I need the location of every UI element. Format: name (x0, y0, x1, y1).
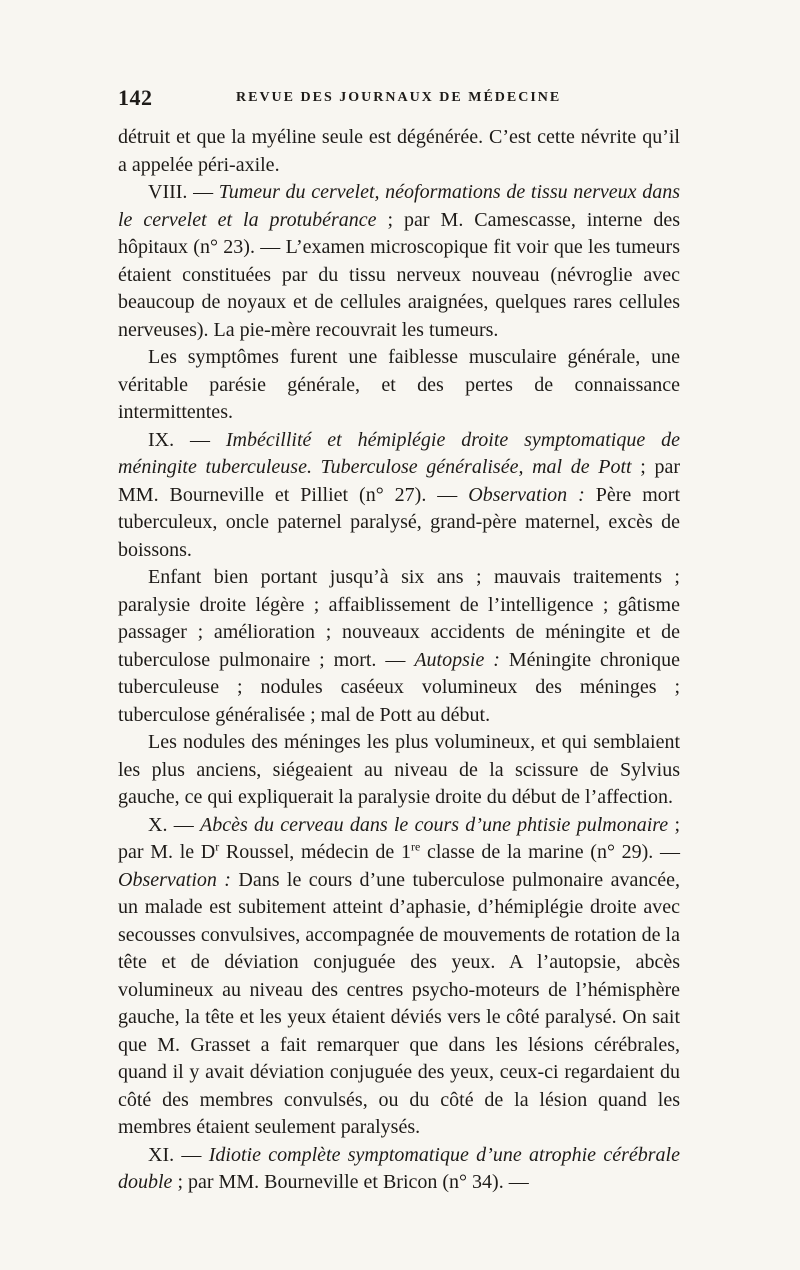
section-number: X. — (148, 813, 200, 836)
section-ix: IX. — Imbécillité et hémiplégie droite symptomatique de méningite tuberculeuse. Tuberculose généralisée, mal de Pott ; par MM. Bourneville et Pilliet (n° 27). — Observation : Père mort tuberculeux, oncle paternel paralysé, grand-père maternel, excès de boissons. (118, 428, 680, 561)
paragraph-continuation: détruit et que la myéline seule est dégénérée. C’est cette névrite qu’il a appelée péri-axile. (118, 126, 680, 176)
paragraph-nodules: Les nodules des méninges les plus volumineux, et qui semblaient les plus anciens, siégeaient au niveau de la scissure de Sylvius gauche, ce qui expliquerait la paralysie droite du début de l’affection. (118, 731, 680, 808)
section-number: VIII. — (148, 181, 219, 203)
paragraph-case-history: Enfant bien portant jusqu’à six ans ; mauvais traitements ; paralysie droite légère ; affaiblissement de l’intelligence ; gâtisme passager ; amélioration ; nouveaux accidents de méningite et de tuberculose pulmonaire ; mort. — Autopsie : Méningite chronique tuberculeuse ; nodules caséeux volumineux des méninges ; tuberculose généralisée ; mal de Pott au début. (118, 566, 680, 726)
section-number: XI. — (148, 1143, 209, 1166)
autopsie-label: Autopsie : (414, 648, 500, 671)
observation-label: Observation : (118, 868, 231, 891)
section-number: IX. — (148, 428, 226, 451)
page-number: 142 (118, 85, 153, 110)
paragraph-symptoms: Les symptômes furent une faiblesse musculaire générale, une véritable parésie générale, et des pertes de connaissance intermittentes. (118, 346, 680, 423)
page-header (118, 85, 678, 115)
body-text (118, 124, 680, 1197)
section-title: Tumeur du cervelet, néoformations de tissu nerveux dans le cervelet et la protubérance (118, 181, 680, 231)
section-viii: VIII. — Tumeur du cervelet, néoformations de tissu nerveux dans le cervelet et la protubérance ; par M. Camescasse, interne des hôpitaux (n° 23). — L’examen microscopique fit voir que les tumeurs étaient constituées par du tissu nerveux nouveau (névroglie avec beaucoup de noyaux et de cellules araignées, quelques rares cellules nerveuses). La pie-mère recouvrait les tumeurs. (118, 181, 681, 341)
section-title: Imbécillité et hémiplégie droite symptomatique de méningite tuberculeuse. Tuberculose généralisée, mal de Pott (118, 428, 680, 478)
section-x: X. — Abcès du cerveau dans le cours d’une phtisie pulmonaire ; par M. le $D^r$ Roussel, médecin de 1re classe de la marine (n° 29). — Observation : Dans le cours d’une tuberculose pulmonaire avancée, un malade est subitement atteint d’aphasie, d’hémiplégie droite avec secousses convulsives, accompagnée de mouvements de rotation de la tête et de déviation conjuguée des yeux. A l’autopsie, abcès volumineux au niveau des centres psycho-moteurs de l’hémisphère gauche, la tête et les yeux étaient déviés vers le côté paralysé. On sait que M. Grasset a fait remarquer que dans les lésions cérébrales, quand il y avait déviation conjuguée des yeux, ceux-ci regardaient du côté des membres convulsés, ou du côté de la lésion quand les membres étaient seulement paralysés. (118, 813, 680, 1138)
observation-label: Observation : (468, 483, 585, 506)
section-title: Abcès du cerveau dans le cours d’une phtisie pulmonaire (199, 813, 669, 836)
section-title: Idiotie complète symptomatique d’une atrophie cérébrale double (118, 1143, 680, 1193)
running-head: REVUE DES JOURNAUX DE MÉDECINE (236, 90, 562, 105)
section-xi: XI. — Idiotie complète symptomatique d’une atrophie cérébrale double ; par MM. Bourneville et Bricon (n° 34). — (118, 1143, 680, 1193)
